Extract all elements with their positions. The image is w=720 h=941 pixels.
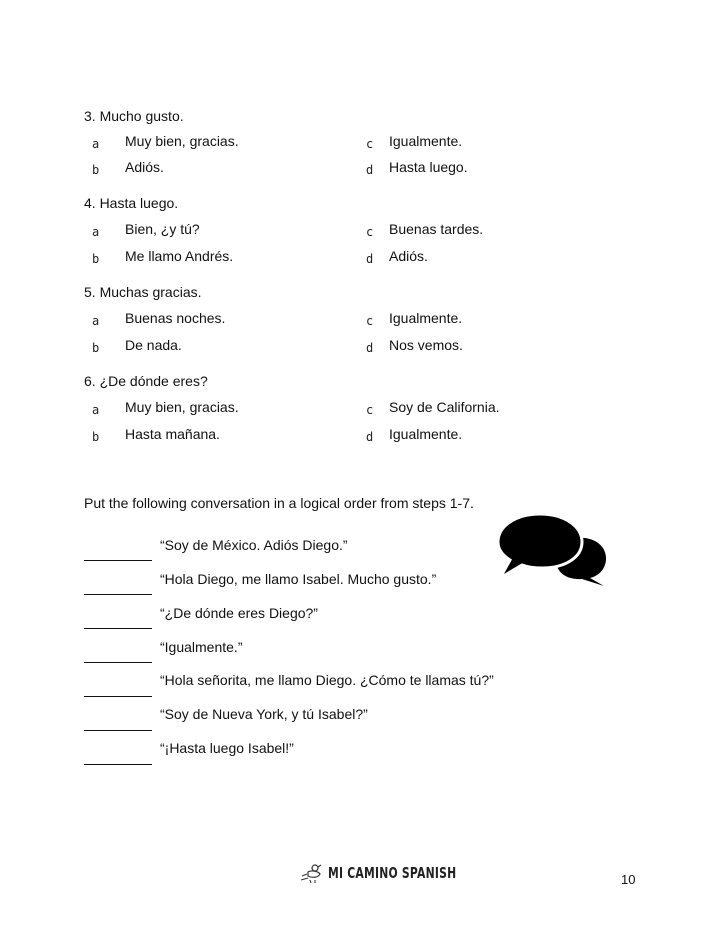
question-3-option-d: Hasta luego. [389,159,468,175]
question-5-option-b: De nada. [125,337,182,353]
conversation-line-6: “Soy de Nueva York, y tú Isabel?” [160,706,368,722]
question-3-option-b: Adiós. [125,159,164,175]
option-letter-d: d [366,430,374,444]
question-4: 4. Hasta luego. [84,195,179,211]
answer-blank-4[interactable] [84,662,152,663]
question-6-option-a: Muy bien, gracias. [125,399,239,415]
option-letter-c: c [366,314,374,328]
answer-blank-1[interactable] [84,560,152,561]
option-letter-b: b [92,252,100,266]
answer-blank-6[interactable] [84,730,152,731]
page-number: 10 [621,872,636,887]
answer-blank-2[interactable] [84,594,152,595]
speech-bubbles-icon [494,512,610,588]
question-6: 6. ¿De dónde eres? [84,373,208,389]
answer-blank-7[interactable] [84,764,152,765]
option-letter-d: d [366,252,374,266]
logo-text: MI CAMINO SPANISH [328,864,457,882]
option-letter-d: d [366,341,374,355]
question-5-option-d: Nos vemos. [389,337,463,353]
question-3-option-c: Igualmente. [389,133,463,149]
option-letter-c: c [366,225,374,239]
instruction-text: Put the following conversation in a logical order from steps 1-7. [84,495,474,511]
option-letter-a: a [92,225,100,239]
option-letter-c: c [366,403,374,417]
question-6-option-c: Soy de California. [389,399,500,415]
option-letter-c: c [366,137,374,151]
conversation-line-3: “¿De dónde eres Diego?” [160,605,318,621]
conversation-line-2: “Hola Diego, me llamo Isabel. Mucho gusto.” [160,571,437,587]
option-letter-b: b [92,430,100,444]
option-letter-d: d [366,163,374,177]
question-6-option-d: Igualmente. [389,426,463,442]
conversation-line-7: “¡Hasta luego Isabel!” [160,740,294,756]
answer-blank-3[interactable] [84,628,152,629]
option-letter-b: b [92,341,100,355]
option-letter-b: b [92,163,100,177]
option-letter-a: a [92,314,100,328]
question-3: 3. Mucho gusto. [84,108,184,124]
question-3-option-a: Muy bien, gracias. [125,133,239,149]
question-4-option-a: Bien, ¿y tú? [125,221,200,237]
conversation-line-5: “Hola señorita, me llamo Diego. ¿Cómo te llamas tú?” [160,672,494,688]
conversation-line-4: “Igualmente.” [160,639,243,655]
question-4-option-c: Buenas tardes. [389,221,484,237]
footer-logo [298,862,489,884]
conversation-line-1: “Soy de México. Adiós Diego.” [160,537,348,553]
option-letter-a: a [92,137,100,151]
mi-camino-logo-icon [298,862,324,884]
question-5-option-a: Buenas noches. [125,310,226,326]
question-5-option-c: Igualmente. [389,310,463,326]
question-6-option-b: Hasta mañana. [125,426,220,442]
question-5: 5. Muchas gracias. [84,284,202,300]
question-4-option-b: Me llamo Andrés. [125,248,234,264]
answer-blank-5[interactable] [84,696,152,697]
question-4-option-d: Adiós. [389,248,428,264]
option-letter-a: a [92,403,100,417]
